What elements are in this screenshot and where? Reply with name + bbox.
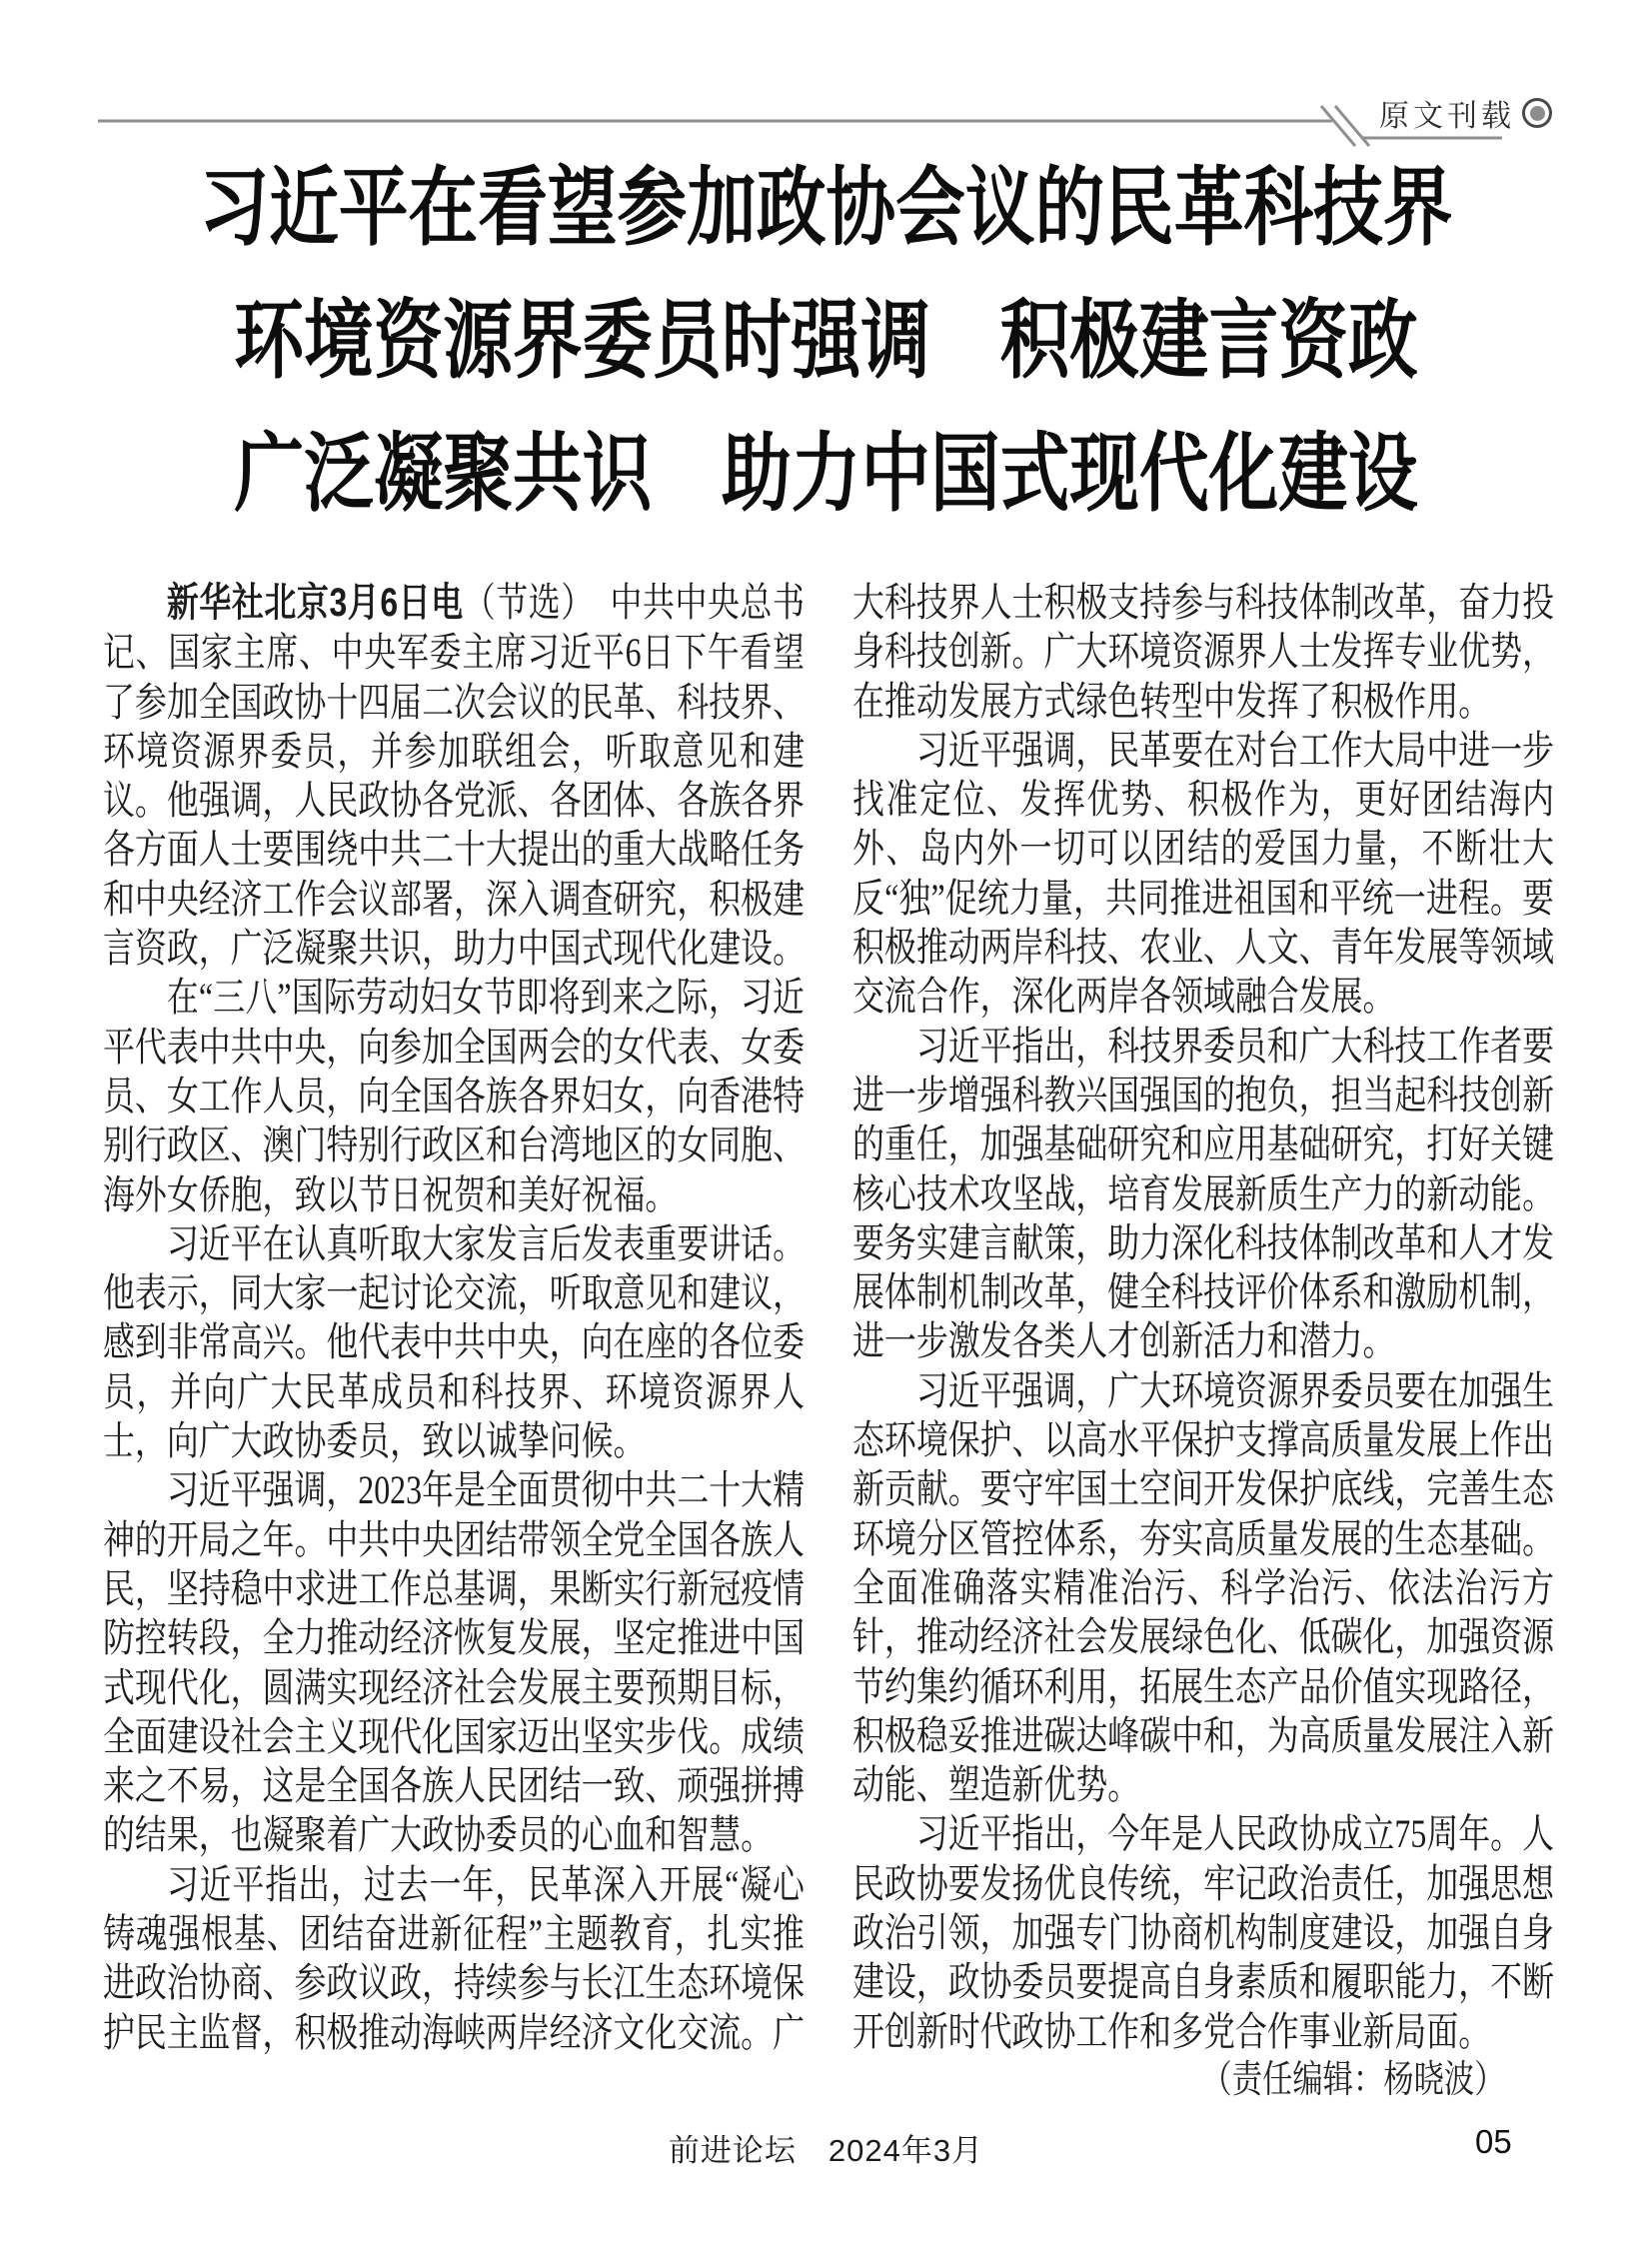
title-line-3: 广泛凝聚共识 助力中国式现代化建设: [234, 426, 1418, 522]
title-line-2: 环境资源界委员时强调 积极建言资政: [234, 293, 1418, 389]
paragraph-1-body: 中共中央总书记、国家主席、中央军委主席习近平6日下午看望了参加全国政协十四届二次会议的民革、科技界、环境资源界委员，并参加联组会，听取意见和建议。他强调，人民政协各党派、各团体、各族各界各方面人士要围绕中共二十大提出的重大战略任务和中央经济工作会议部署，深入调查研究，积极建言资政，广泛凝聚共识，助力中国式现代化建设。: [103, 580, 805, 972]
paragraph-3: 习近平在认真听取大家发言后发表重要讲话。他表示，同大家一起讨论交流，听取意见和建议，感到非常高兴。他代表中共中央，向在座的各位委员，并向广大民革成员和科技界、环境资源界人士，向广大政协委员，致以诚挚问候。: [103, 1220, 805, 1464]
paragraph-4: 习近平强调，2023年是全面贯彻中共二十大精神的开局之年。中共中央团结带领全党全国各族人民，坚持稳中求进工作总基调，果断实行新冠疫情防控转段，全力推动经济恢复发展，坚定推进中国式现代化，圆满实现经济社会发展主要预期目标，全面建设社会主义现代化国家迈出坚实步伐。成绩来之不易，这是全国各族人民团结一致、顽强拼搏的结果，也凝聚着广大政协委员的心血和智慧。: [103, 1467, 805, 1858]
paragraph-5: 习近平指出，过去一年，民革深入开展“凝心铸魂强根基、团结奋进新征程”主题教育，扎实推进政治协商、参政议政，持续参与长江生态环境保护民主监督，积极推动海峡两岸经济文化交流。广: [103, 1861, 805, 2055]
article-title: [157, 142, 1495, 541]
dateline-lead: 新华社北京3月6日电: [166, 581, 464, 625]
paragraph-6: 习近平强调，民革要在对台工作大局中进一步找准定位、发挥优势、积极作为，更好团结海内外、岛内外一切可以团结的爱国力量，不断壮大反“独”促统力量，共同推进祖国和平统一进程。要积极推动两岸科技、农业、人文、青年发展等领域交流合作，深化两岸各领域融合发展。: [852, 727, 1554, 1020]
paragraph-8: 习近平强调，广大环境资源界委员要在加强生态环境保护、以高水平保护支撑高质量发展上作出新贡献。要守牢国土空间开发保护底线，完善生态环境分区管控体系，夯实高质量发展的生态基础。全面准确落实精准治污、科学治污、依法治污方针，推动经济社会发展绿色化、低碳化，加强资源节约集约循环利用，拓展生态产品价值实现路径，积极稳妥推进碳达峰碳中和，为高质量发展注入新动能、塑造新优势。: [852, 1367, 1554, 1808]
article-column-right-text: [852, 578, 1554, 2105]
footer-journal-line: 前进论坛 2024年3月: [668, 2133, 984, 2168]
title-line-1: 习近平在看望参加政协会议的民革科技界: [199, 160, 1453, 256]
paragraph-1: [103, 578, 805, 973]
article-column-left: [103, 578, 982, 2057]
section-label: 原文刊载: [1379, 100, 1515, 133]
dateline-paren: （节选）: [463, 580, 578, 625]
footer-page-number: 05: [1475, 2123, 1512, 2160]
paragraph-9: 习近平指出，今年是人民政协成立75周年。人民政协要发扬优良传统，牢记政治责任，加强思想政治引领，加强专门协商机构制度建设，加强自身建设，政协委员要提高自身素质和履职能力，不断开创新时代政协工作和多党合作事业新局面。: [852, 1811, 1554, 2054]
bullseye-icon: [1522, 98, 1552, 128]
paragraph-5-continued: 大科技界人士积极支持参与科技体制改革，奋力投身科技创新。广大环境资源界人士发挥专业优势，在推动发展方式绿色转型中发挥了积极作用。: [852, 580, 1554, 724]
bullseye-dot: [1530, 106, 1545, 121]
paragraph-7: 习近平指出，科技界委员和广大科技工作者要进一步增强科教兴国强国的抱负，担当起科技创新的重任，加强基础研究和应用基础研究，打好关键核心技术攻坚战，培育发展新质生产力的新动能。要务实建言献策，助力深化科技体制改革和人才发展体制机制改革，健全科技评价体系和激励机制，进一步激发各类人才创新活力和潜力。: [852, 1023, 1554, 1364]
editor-credit: （责任编辑：杨晓波）: [1201, 2058, 1505, 2101]
article-column-right: [852, 578, 1652, 2105]
paragraph-2: 在“三八”国际劳动妇女节即将到来之际，习近平代表中共中央，向参加全国两会的女代表、女委员、女工作人员，向全国各族各界妇女，向香港特别行政区、澳门特别行政区和台湾地区的女同胞、海外女侨胞，致以节日祝贺和美好祝福。: [103, 975, 805, 1217]
article-column-left-text: [103, 578, 805, 2057]
